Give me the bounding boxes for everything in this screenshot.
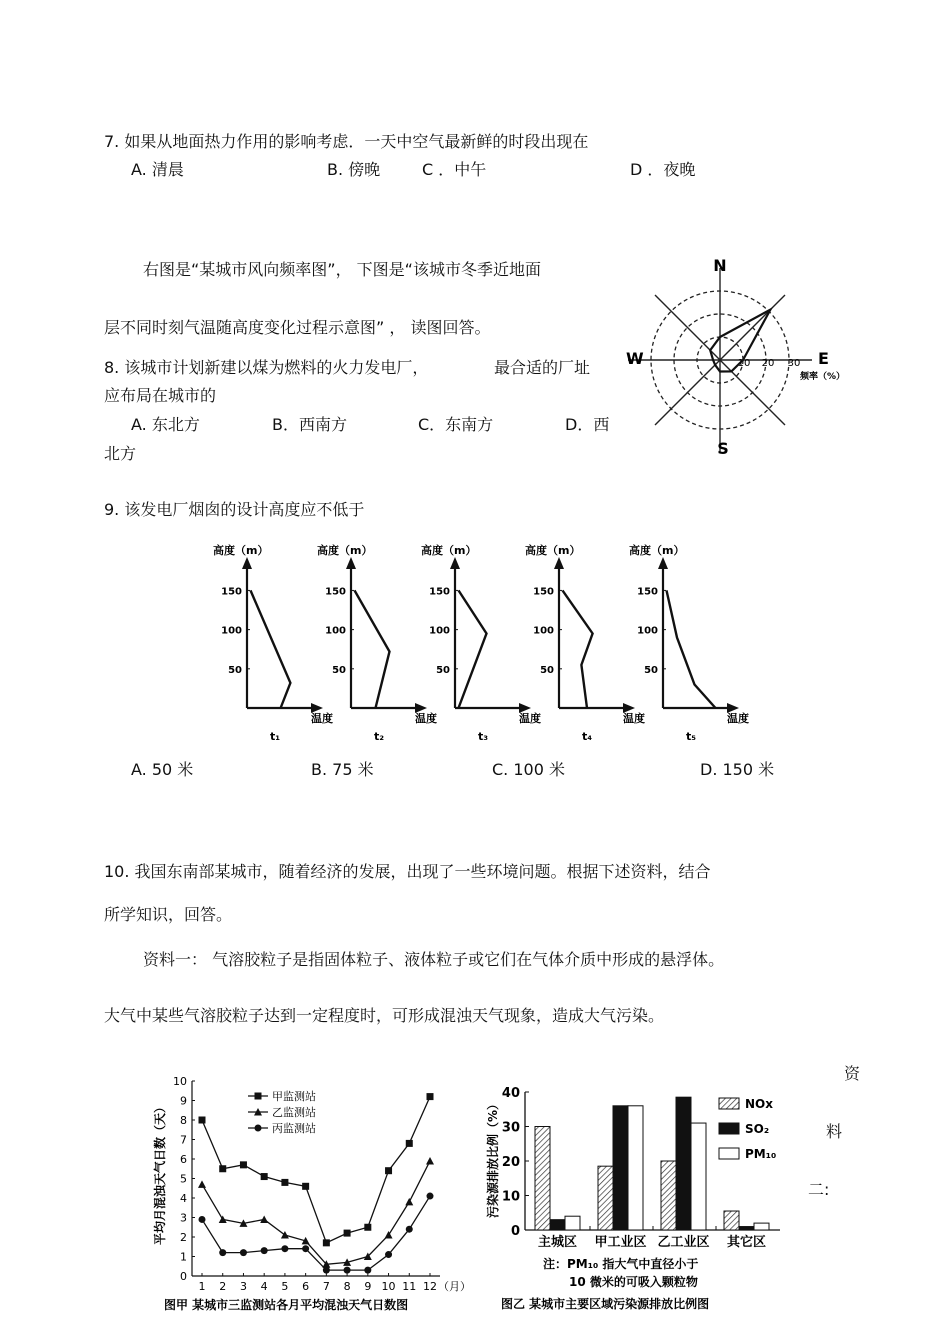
- fig-jia-xtick-label: 7: [322, 1280, 330, 1293]
- profile-curve: [251, 590, 291, 708]
- fig-jia-point: [198, 1180, 206, 1188]
- fig-jia-xtick-label: 9: [364, 1280, 372, 1293]
- fig-jia-ytick-label: 1: [180, 1250, 187, 1264]
- fig-jia-legend-label: 乙监测站: [272, 1106, 316, 1119]
- q7-option-c: C ．中午: [422, 160, 487, 179]
- fig-jia-point: [302, 1245, 309, 1252]
- profile-panel-1: [213, 543, 333, 743]
- fig-jia-point: [385, 1251, 392, 1258]
- fig-jia-point: [261, 1247, 268, 1254]
- fig-yi-ytick-label: 30: [501, 1120, 520, 1136]
- fig-jia-xtick-label: 4: [260, 1280, 268, 1293]
- fig-yi-bar: [676, 1097, 691, 1230]
- fig-yi-bar: [724, 1211, 739, 1230]
- fig-jia-point: [364, 1224, 371, 1231]
- q8-stem-1: 8. 该城市计划新建以煤为燃料的火力发电厂，: [104, 358, 429, 377]
- q9-option-b: B. 75 米: [311, 760, 374, 779]
- fig-jia-series-line: [202, 1097, 430, 1243]
- profile-ytick-label: 150: [429, 586, 450, 598]
- fig-jia-title: 图甲 某城市三监测站各月平均混浊天气日数图: [164, 1298, 409, 1312]
- q8-option-a: A. 东北方: [131, 415, 200, 434]
- profile-curve: [355, 590, 390, 708]
- fig-jia-point: [261, 1173, 268, 1180]
- fig-jia-xtick-label: 1: [198, 1280, 206, 1293]
- profile-ytick-label: 100: [325, 625, 346, 637]
- fig-yi-ytick-label: 20: [501, 1155, 520, 1170]
- fig-jia-ytick-label: 0: [180, 1270, 187, 1283]
- fig-jia-point: [385, 1231, 393, 1239]
- fig-jia-legend-marker: [255, 1093, 262, 1100]
- fig-yi-category-label: 主城区: [537, 1235, 578, 1250]
- fig-yi-ylabel: 污染源排放比例（%）: [486, 1097, 500, 1219]
- profile-ylabel: 高度（m）: [317, 544, 373, 557]
- fig-yi-bar: [628, 1106, 643, 1230]
- profile-panel-3: [421, 543, 541, 743]
- fig-jia-ytick-label: 5: [180, 1172, 187, 1186]
- profile-y-arrow: [346, 557, 356, 569]
- profile-ytick-label: 50: [228, 664, 242, 676]
- fig-yi-legend-swatch: [719, 1098, 739, 1109]
- profile-ylabel: 高度（m）: [213, 544, 269, 557]
- q10-line-1: 10. 我国东南部某城市，随着经济的发展，出现了一些环境问题。根据下述资料，结合: [104, 862, 711, 881]
- profile-ylabel: 高度（m）: [629, 544, 685, 557]
- profile-xlabel: 温度: [311, 712, 333, 725]
- fig-jia-point: [323, 1267, 330, 1274]
- profile-ytick-label: 150: [221, 586, 242, 598]
- profile-panel-2: [317, 543, 437, 743]
- q10-line-2: 所学知识，回答。: [104, 905, 233, 924]
- fig-jia-point: [199, 1117, 206, 1124]
- q9-option-d: D. 150 米: [700, 760, 775, 779]
- material-1-line-2: 大气中某些气溶胶粒子达到一定程度时，可形成混浊天气现象，造成大气污染。: [104, 1006, 665, 1025]
- profile-ytick-label: 100: [221, 625, 242, 637]
- fig-jia-series-line: [202, 1196, 430, 1270]
- fig-yi-bar: [535, 1127, 550, 1231]
- profile-y-arrow: [658, 557, 668, 569]
- material-2-side-1: 资: [844, 1064, 861, 1083]
- profile-panel-4: [525, 543, 645, 743]
- fig-jia-point: [364, 1267, 371, 1274]
- wind-label-n: N: [713, 256, 727, 275]
- fig-yi-title: 图乙 某城市主要区域污染源排放比例图: [501, 1297, 710, 1311]
- q9-option-a: A. 50 米: [131, 760, 194, 779]
- temperature-profiles-figure: [205, 538, 775, 743]
- intro-line-1: 右图是“某城市风向频率图”， 下图是“该城市冬季近地面: [143, 260, 541, 279]
- q8-option-b: B．西南方: [272, 415, 347, 434]
- profile-xlabel: 温度: [415, 712, 437, 725]
- profile-ytick-label: 100: [533, 625, 554, 637]
- fig-jia-point: [406, 1226, 413, 1233]
- material-1-line-1: 资料一： 气溶胶粒子是指固体粒子、液体粒子或它们在气体介质中形成的悬浮体。: [143, 950, 725, 969]
- fig-jia-ytick-label: 6: [180, 1153, 187, 1166]
- fig-jia-xtick-label: 8: [343, 1280, 351, 1293]
- fig-yi-bar: [613, 1106, 628, 1230]
- q7-option-a: A. 清晨: [131, 160, 184, 179]
- wind-label-w: W: [626, 349, 644, 368]
- fig-jia-series-line: [202, 1161, 430, 1264]
- fig-jia-legend-label: 甲监测站: [272, 1090, 316, 1103]
- fig-yi-legend-swatch: [719, 1123, 739, 1134]
- fig-yi-legend-swatch: [719, 1148, 739, 1159]
- fig-yi-legend-label: NOx: [745, 1097, 773, 1111]
- fig-jia-point: [219, 1249, 226, 1256]
- fig-yi-ytick-label: 40: [501, 1086, 520, 1101]
- profile-time-label: t₄: [581, 730, 593, 743]
- profile-ytick-label: 150: [533, 586, 554, 598]
- profile-ytick-label: 50: [540, 664, 554, 676]
- q8-option-d: D．西: [565, 415, 610, 434]
- wind-tick-20: 20: [761, 358, 775, 369]
- fig-jia-point: [219, 1215, 227, 1223]
- profile-ytick-label: 150: [325, 586, 346, 598]
- profile-y-arrow: [242, 557, 252, 569]
- intro-line-2: 层不同时刻气温随高度变化过程示意图” ， 读图回答。: [104, 318, 491, 337]
- q9-stem: 9. 该发电厂烟囱的设计高度应不低于: [104, 500, 365, 519]
- fig-jia-point: [240, 1161, 247, 1168]
- fig-jia-xtick-label: 6: [302, 1280, 310, 1293]
- fig-yi-ytick-label: 0: [510, 1224, 520, 1239]
- profile-curve: [459, 590, 487, 708]
- profile-ytick-label: 50: [332, 664, 346, 676]
- profile-y-arrow: [450, 557, 460, 569]
- fig-jia-point: [406, 1140, 413, 1147]
- fig-jia-xtick-label: 5: [281, 1280, 289, 1293]
- wind-unit-label: 频率（%）: [800, 372, 846, 382]
- figure-jia-line-chart: [150, 1068, 480, 1318]
- fig-yi-note-2: 10 微米的可吸入颗粒物: [569, 1275, 698, 1289]
- fig-jia-xtick-label: 11: [402, 1280, 417, 1293]
- fig-jia-point: [427, 1193, 434, 1200]
- q8-option-d-cont: 北方: [104, 444, 137, 463]
- q8-stem-2: 应布局在城市的: [104, 386, 217, 405]
- fig-jia-ylabel: 平均月混浊天气日数（天）: [153, 1100, 167, 1246]
- wind-rose-chart: [618, 250, 848, 460]
- fig-jia-ytick-label: 8: [180, 1114, 187, 1127]
- fig-yi-category-label: 乙工业区: [657, 1235, 710, 1250]
- profile-curve: [563, 590, 593, 708]
- fig-jia-point: [302, 1183, 309, 1190]
- profile-time-label: t₁: [269, 730, 281, 743]
- profile-time-label: t₃: [477, 730, 489, 743]
- fig-jia-point: [323, 1239, 330, 1246]
- fig-yi-legend-label: PM₁₀: [745, 1147, 777, 1161]
- fig-jia-xtick-label: 3: [239, 1280, 247, 1293]
- fig-jia-xtick-label: 10: [381, 1280, 396, 1293]
- fig-yi-note-1: 注：PM₁₀ 指大气中直径小于: [543, 1257, 699, 1271]
- profile-curve: [667, 590, 716, 708]
- fig-jia-ytick-label: 2: [180, 1231, 187, 1244]
- fig-jia-point: [385, 1167, 392, 1174]
- fig-jia-xtick-label: 2: [219, 1280, 227, 1293]
- wind-tick-10: 10: [737, 358, 751, 369]
- profile-time-label: t₅: [685, 730, 697, 743]
- q9-option-c: C. 100 米: [492, 760, 565, 779]
- fig-yi-ytick-label: 10: [501, 1189, 520, 1205]
- fig-jia-point: [281, 1179, 288, 1186]
- fig-yi-bar: [739, 1227, 754, 1230]
- profile-ylabel: 高度（m）: [421, 544, 477, 557]
- fig-jia-point: [344, 1230, 351, 1237]
- fig-jia-ytick-label: 7: [180, 1133, 187, 1147]
- profile-ytick-label: 100: [429, 625, 450, 637]
- fig-jia-ytick-label: 3: [180, 1211, 187, 1225]
- material-2-side-3: 二:: [808, 1180, 830, 1199]
- fig-yi-category-label: 甲工业区: [594, 1235, 647, 1250]
- wind-tick-30: 30: [787, 358, 801, 369]
- fig-yi-bar: [550, 1220, 565, 1230]
- fig-jia-point: [427, 1093, 434, 1100]
- profile-y-arrow: [554, 557, 564, 569]
- wind-label-s: S: [717, 439, 729, 458]
- figure-yi-bar-chart: [485, 1078, 785, 1318]
- fig-jia-ytick-label: 4: [180, 1192, 187, 1205]
- fig-jia-legend-marker: [255, 1125, 262, 1132]
- profile-time-label: t₂: [373, 730, 385, 743]
- fig-jia-point: [240, 1249, 247, 1256]
- q7-option-d: D ．夜晚: [630, 160, 696, 179]
- fig-jia-ytick-label: 9: [180, 1094, 187, 1108]
- fig-jia-point: [344, 1267, 351, 1274]
- fig-jia-point: [426, 1157, 434, 1165]
- fig-jia-point: [405, 1198, 413, 1206]
- profile-xlabel: 温度: [623, 712, 645, 725]
- fig-jia-xunit: （月）: [438, 1280, 471, 1293]
- profile-ytick-label: 100: [637, 625, 658, 637]
- profile-ytick-label: 150: [637, 586, 658, 598]
- fig-yi-legend-label: SO₂: [745, 1122, 770, 1136]
- material-2-side-2: 料: [826, 1122, 843, 1141]
- fig-jia-ytick-label: 10: [173, 1075, 187, 1088]
- profile-panel-5: [629, 543, 749, 743]
- fig-jia-point: [281, 1245, 288, 1252]
- profile-ylabel: 高度（m）: [525, 544, 581, 557]
- q7-option-b: B. 傍晚: [327, 160, 381, 179]
- fig-jia-legend-label: 丙监测站: [272, 1122, 316, 1135]
- fig-yi-bar: [565, 1216, 580, 1230]
- profile-ytick-label: 50: [436, 664, 450, 676]
- fig-yi-bar: [754, 1223, 769, 1230]
- fig-jia-point: [260, 1215, 268, 1223]
- fig-yi-category-label: 其它区: [726, 1235, 767, 1250]
- fig-yi-bar: [598, 1166, 613, 1230]
- profile-xlabel: 温度: [519, 712, 541, 725]
- q8-option-c: C．东南方: [418, 415, 494, 434]
- profile-ytick-label: 50: [644, 664, 658, 676]
- fig-jia-xtick-label: 12: [423, 1280, 437, 1293]
- q8-stem-1b: 最合适的厂址: [494, 358, 591, 377]
- fig-yi-bar: [661, 1161, 676, 1230]
- fig-jia-point: [219, 1165, 226, 1172]
- q7-stem: 7. 如果从地面热力作用的影响考虑．一天中空气最新鲜的时段出现在: [104, 132, 589, 151]
- fig-jia-point: [199, 1216, 206, 1223]
- fig-yi-bar: [691, 1123, 706, 1230]
- wind-label-e: E: [818, 349, 829, 368]
- profile-xlabel: 温度: [727, 712, 749, 725]
